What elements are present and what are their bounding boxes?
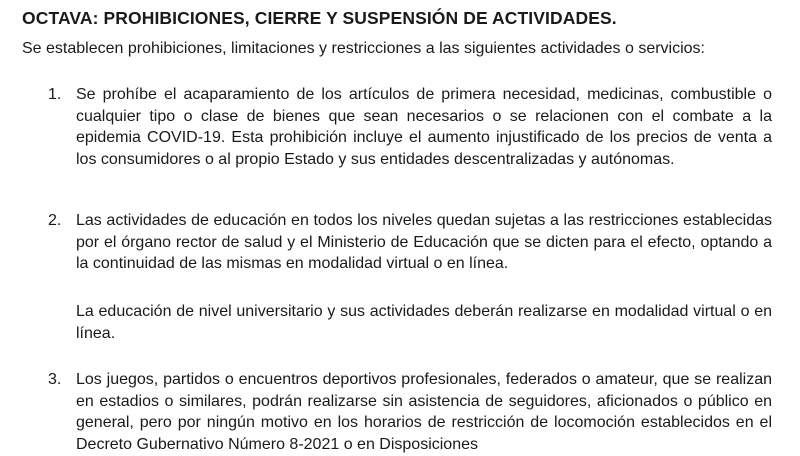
intro-paragraph: Se establecen prohibiciones, limitaciones y restricciones a las siguientes actividades o servicios: bbox=[22, 40, 705, 57]
list-item-paragraph: La educación de nivel universitario y sus actividades deberán realizarse en modalidad virtual o en línea. bbox=[76, 303, 772, 342]
section-heading: OCTAVA: PROHIBICIONES, CIERRE Y SUSPENSIÓN DE ACTIVIDADES. bbox=[22, 8, 617, 28]
list-item-number: 2. bbox=[48, 212, 62, 229]
list-item bbox=[48, 210, 772, 275]
list-item-text: Se prohíbe el acaparamiento de los artículos de primera necesidad, medicinas, combustible o cualquier tipo o clase de bienes que sean necesarios o se relacionen con el combate a la epidemia COVID-19. Esta prohibición incluye el aumento injustificado de los precios de venta a los consumidores o al propio Estado y sus entidades descentralizadas y autónomas. bbox=[76, 86, 772, 168]
list-item-text: Las actividades de educación en todos los niveles quedan sujetas a las restricciones establecidas por el órgano rector de salud y el Ministerio de Educación que se dicten para el efecto, optando a la continuidad de las mismas en modalidad virtual o en línea. bbox=[76, 212, 772, 273]
list-item-number: 1. bbox=[48, 86, 62, 103]
list-item-text: Los juegos, partidos o encuentros deportivos profesionales, federados o amateur, que se realizan en estadios o similares, podrán realizarse sin asistencia de seguidores, aficionados o público en general, pero por ningún motivo en los horarios de restricción de locomoción establecidos en el Decreto Gubernativo Número 8-2021 o en Disposiciones bbox=[76, 371, 772, 453]
list-item bbox=[48, 84, 772, 170]
list-item bbox=[48, 369, 772, 455]
list-item-number: 3. bbox=[48, 371, 62, 388]
